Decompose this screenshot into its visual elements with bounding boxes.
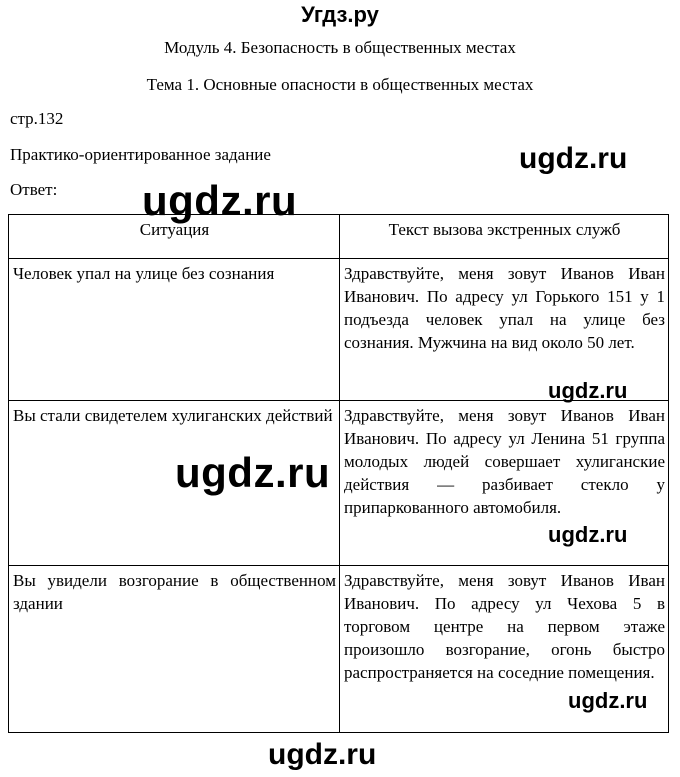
task-title: Практико-ориентированное задание — [10, 145, 271, 164]
watermark: ugdz.ru — [175, 449, 331, 496]
column-header-call-text: Текст вызова экстренных служб — [340, 215, 669, 259]
watermark: ugdz.ru — [548, 378, 628, 403]
site-title: Угдз.ру — [301, 2, 379, 27]
module-title: Модуль 4. Безопасность в общественных местах — [164, 38, 516, 57]
situation-cell: Вы стали свидетелем хулиганских действий — [9, 401, 340, 566]
watermark: ugdz.ru — [142, 177, 298, 224]
watermark: ugdz.ru — [519, 142, 628, 175]
call-text-cell: Здравствуйте, меня зовут Иванов Иван Иванович. По адресу ул Ленина 51 группа молодых людей совершает хулиганские действия — разбивает стекло у припаркованного автомобиля. — [340, 401, 669, 566]
answer-label: Ответ: — [10, 180, 58, 199]
call-text-cell: Здравствуйте, меня зовут Иванов Иван Иванович. По адресу ул Горького 151 у 1 подъезда человек упал на улице без сознания. Мужчина на вид около 50 лет. — [340, 259, 669, 401]
situation-cell: Человек упал на улице без сознания — [9, 259, 340, 401]
column-header-situation: Ситуация — [9, 215, 340, 259]
situation-cell: Вы увидели возгорание в общественном здании — [9, 566, 340, 733]
answer-table — [8, 214, 669, 733]
call-text-cell: Здравствуйте, меня зовут Иванов Иван Иванович. По адресу ул Чехова 5 в торговом центре на первом этаже произошло возгорание, огонь быстро распространяется на соседние помещения. — [340, 566, 669, 733]
page-number: стр.132 — [10, 109, 64, 128]
topic-title: Тема 1. Основные опасности в общественных местах — [146, 75, 534, 94]
watermark: ugdz.ru — [268, 738, 377, 771]
watermark: ugdz.ru — [568, 688, 648, 713]
table-header-row — [9, 215, 669, 259]
watermark: ugdz.ru — [548, 522, 628, 547]
